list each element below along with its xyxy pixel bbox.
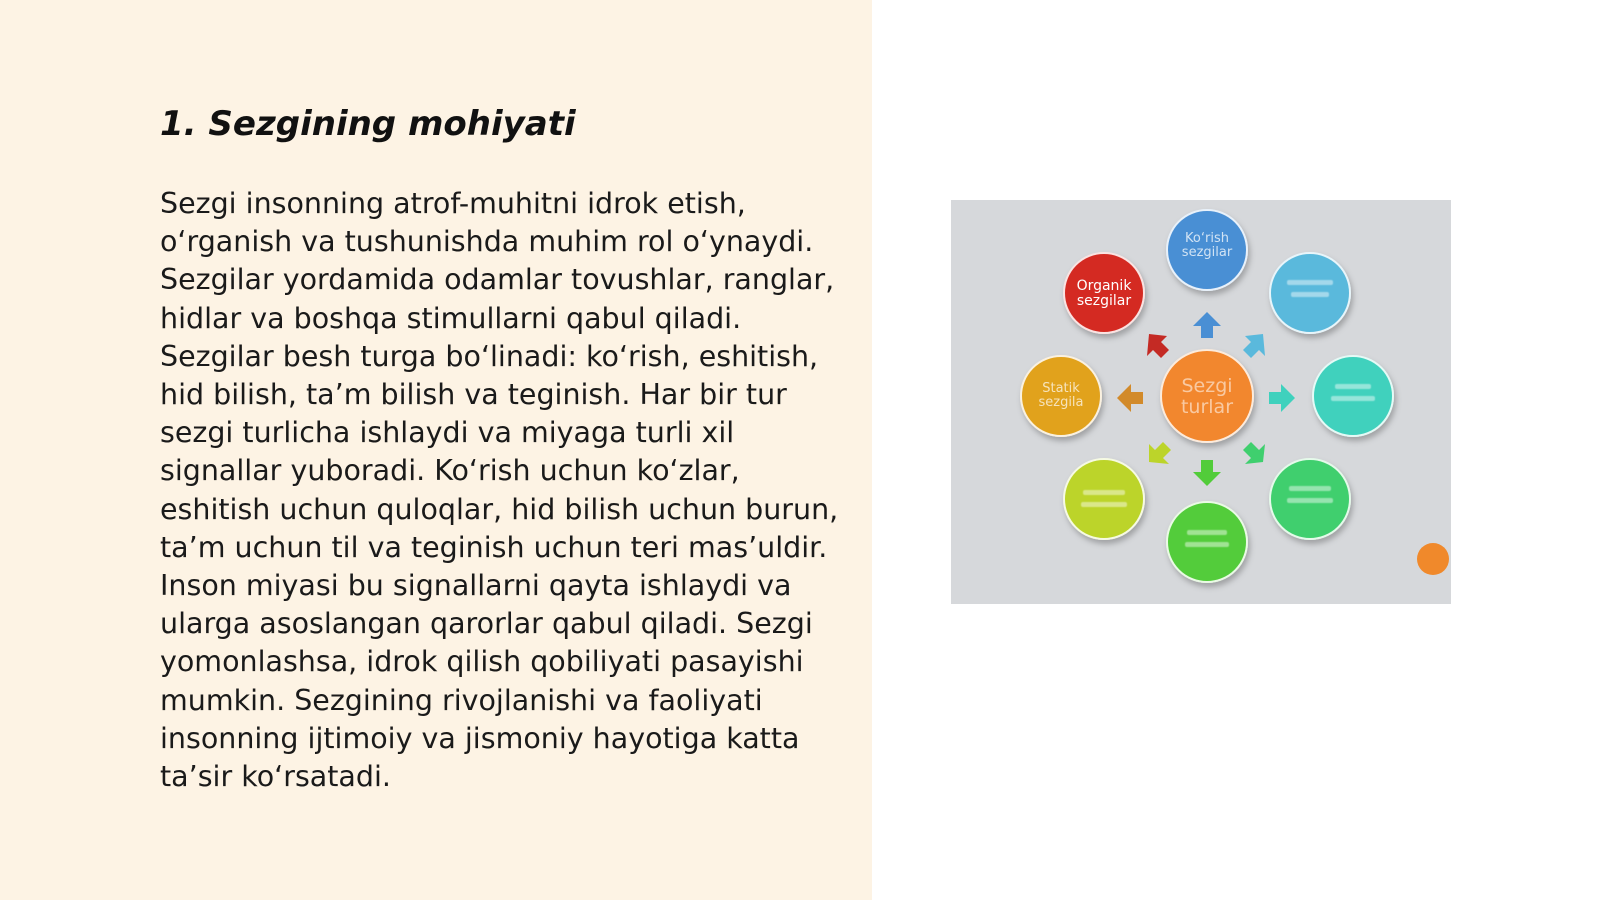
arrow-up-left-icon <box>1147 334 1169 358</box>
arrow-down-left-icon <box>1149 442 1171 464</box>
sensation-types-diagram <box>951 200 1451 604</box>
node-top-label-1: Ko‘rish <box>1185 231 1229 246</box>
node-top-label-2: sezgilar <box>1181 245 1233 260</box>
arrow-right-icon <box>1269 384 1295 412</box>
arrow-left-icon <box>1117 384 1143 412</box>
node-organik-label-1: Organik <box>1076 278 1132 294</box>
node-statik-label-2: sezgila <box>1038 395 1084 410</box>
arrow-down-icon <box>1193 460 1221 486</box>
arrow-down-right-icon <box>1243 442 1265 464</box>
slide-title: 1. Sezgining mohiyati <box>160 104 576 144</box>
node-bottom-left <box>1064 459 1144 539</box>
diagram-canvas <box>951 200 1451 604</box>
arrow-up-icon <box>1193 312 1221 338</box>
node-center-label-2: turlar <box>1180 396 1234 418</box>
accent-dot <box>1417 543 1449 575</box>
slide-body-text: Sezgi insonning atrof-muhitni idrok etish, o‘rganish va tushunishda muhim rol o‘ynaydi. Sezgilar yordamida odamlar tovushlar, ranglar, hidlar va boshqa stimullarni qabul qiladi. Sezgilar besh turga bo‘linadi: ko‘rish, eshitish, hid bilish, ta’m bilish va teginish. Har bir tur sezgi turlicha ishlaydi va miyaga turli xil signallar yuboradi. Ko‘rish uchun ko‘zlar, eshitish uchun quloqlar, hid bilish uchun burun, ta’m uchun til va teginish uchun teri mas’uldir. Inson miyasi bu signallarni qayta ishlaydi va ularga asoslangan qarorlar qabul qiladi. Sezgi yomonlashsa, idrok qilish qobiliyati pasayishi mumkin. Sezgining rivojlanishi va faoliyati insonning ijtimoiy va jismoniy hayotiga katta ta’sir ko‘rsatadi. <box>160 187 839 794</box>
node-statik-label-1: Statik <box>1042 381 1080 396</box>
arrow-up-right-icon <box>1243 334 1265 358</box>
node-center-label-1: Sezgi <box>1181 375 1233 397</box>
node-organik-label-2: sezgilar <box>1076 293 1132 309</box>
